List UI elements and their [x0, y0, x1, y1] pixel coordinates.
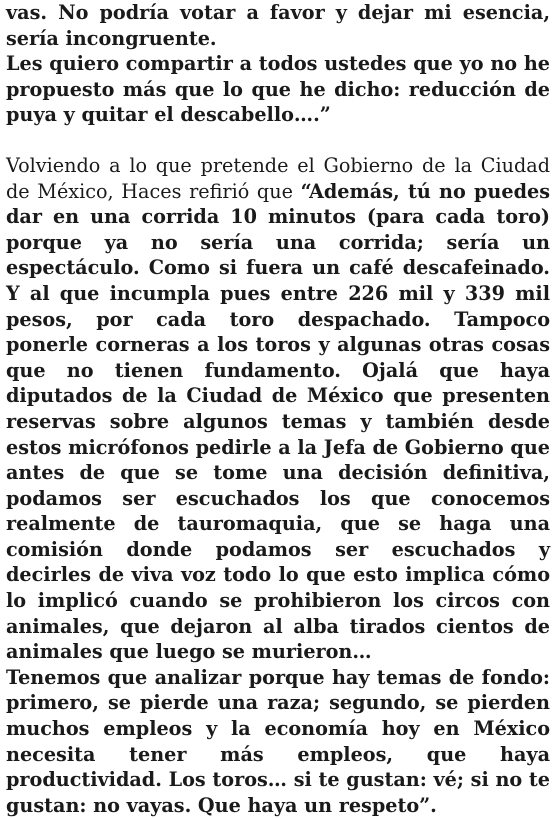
- quote-paragraph-2: Les quiero compartir a todos ustedes que yo no he propuesto más que lo que he dicho: reducción de puya y quitar el descabello….”: [6, 52, 550, 127]
- paragraph-gap: [6, 128, 550, 153]
- narrative-intro: Volviendo a lo que pretende el Gobierno de la Ciudad de México, Haces refirió que: [6, 153, 550, 203]
- quote-paragraph-1: vas. No podría votar a favor y dejar mi esencia, sería incongruente.: [6, 1, 550, 50]
- narrative-paragraph: [6, 153, 550, 665]
- quote-paragraph-3: “Además, tú no puedes dar en una corrida 10 minutos (para cada toro) porque ya no sería una corrida; sería un espectáculo. Como si fuera un café descafeinado. Y al que incumpla pues entre 226 mil y 339 mil pesos, por cada toro despachado. Tampoco ponerle corneras a los toros y algunas otras cosas que no tienen fundamento. Ojalá que haya diputados de la Ciudad de México que presenten reservas sobre algunos temas y también desde estos micrófonos pedirle a la Jefa de Gobierno que antes de que se tome una decisión definitiva, podamos ser escuchados los que conocemos realmente de tauromaquia, que se haga una comisión donde podamos ser escuchados y decirles de viva voz todo lo que esto implica cómo lo implicó cuando se prohibieron los circos con animales, que dejaron al alba tirados cientos de animales que luego se murieron…: [6, 179, 550, 664]
- quote-paragraph-4: Tenemos que analizar porque hay temas de fondo: primero, se pierde una raza; segundo, se pierden muchos empleos y la economía hoy en México necesita tener más empleos, que haya productividad. Los toros… si te gustan: vé; si no te gustan: no vayas. Que haya un respeto”.: [6, 665, 550, 817]
- article-body: [6, 0, 550, 818]
